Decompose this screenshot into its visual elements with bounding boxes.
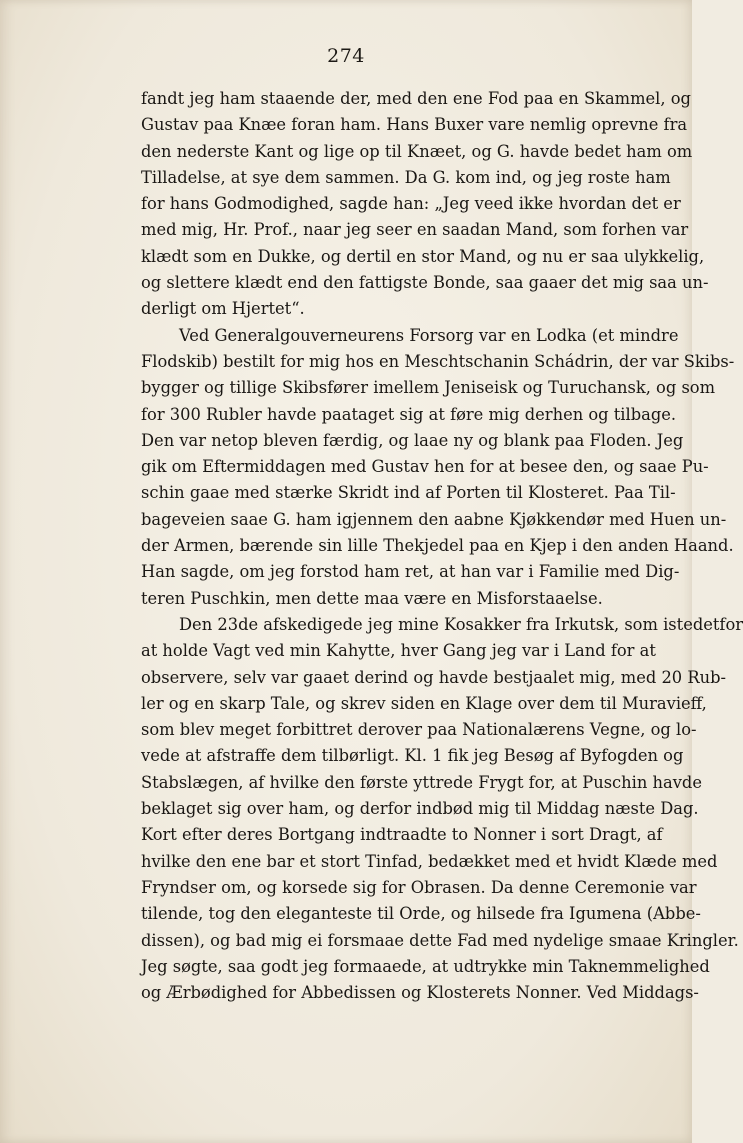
text-line: og Ærbødighed for Abbedissen og Klosterets Nonner. Ved Middags- [141, 983, 699, 1003]
text-line: gik om Eftermiddagen med Gustav hen for at besee den, og saae Pu- [141, 457, 709, 477]
text-line: Den var netop bleven færdig, og laae ny og blank paa Floden. Jeg [141, 430, 684, 450]
paragraph-2 [141, 323, 735, 612]
text-line: ler og en skarp Tale, og skrev siden en Klage over dem til Muravieff, [141, 693, 707, 713]
text-line: hvilke den ene bar et stort Tinfad, bedækket med et hvidt Klæde med [141, 851, 718, 871]
text-line: Ved Generalgouverneurens Forsorg var en Lodka (et mindre [179, 325, 679, 345]
text-line: dissen), og bad mig ei forsmaae dette Fad med nydelige smaae Kringler. [141, 930, 739, 950]
text-line: bygger og tillige Skibsfører imellem Jeniseisk og Turuchansk, og som [141, 378, 716, 398]
page-number: 274 [327, 45, 365, 67]
text-line: Han sagde, om jeg forstod ham ret, at han var i Familie med Dig- [141, 562, 680, 582]
text-line: schin gaae med stærke Skridt ind af Porten til Klosteret. Paa Til- [141, 483, 676, 503]
text-line: Den 23de afskedigede jeg mine Kosakker fra Irkutsk, som istedetfor [179, 614, 743, 634]
text-line: vede at afstraffe dem tilbørligt. Kl. 1 fik jeg Besøg af Byfogden og [141, 746, 684, 766]
text-line: tilende, tog den eleganteste til Orde, og hilsede fra Igumena (Abbe- [141, 904, 701, 924]
text-line: teren Puschkin, men dette maa være en Misforstaaelse. [141, 588, 603, 608]
text-line: beklaget sig over ham, og derfor indbød mig til Middag næste Dag. [141, 799, 699, 819]
text-line: Jeg søgte, saa godt jeg formaaede, at udtrykke min Taknemmelighed [141, 956, 710, 976]
text-line: Gustav paa Knæe foran ham. Hans Buxer vare nemlig oprevne fra [141, 115, 688, 135]
text-line: med mig, Hr. Prof., naar jeg seer en saadan Mand, som forhen var [141, 220, 689, 240]
body-text [141, 86, 743, 1006]
text-line: Stabslægen, af hvilke den første yttrede Frygt for, at Puschin havde [141, 772, 702, 792]
paragraph-3 [141, 612, 743, 1006]
text-line: Kort efter deres Bortgang indtraadte to Nonner i sort Dragt, af [141, 825, 663, 845]
text-line: bageveien saae G. ham igjennem den aabne Kjøkkendør med Huen un- [141, 509, 727, 529]
text-line: derligt om Hjertet“. [141, 299, 305, 319]
text-line: og slettere klædt end den fattigste Bonde, saa gaaer det mig saa un- [141, 273, 709, 293]
text-line: observere, selv var gaaet derind og havde bestjaalet mig, med 20 Rub- [141, 667, 727, 687]
text-line: Flodskib) bestilt for mig hos en Meschtschanin Schádrin, der var Skibs- [141, 351, 735, 371]
text-line: fandt jeg ham staaende der, med den ene Fod paa en Skammel, og [141, 89, 691, 108]
text-line: klædt som en Dukke, og dertil en stor Mand, og nu er saa ulykkelig, [141, 246, 705, 266]
text-line: for hans Godmodighed, sagde han: „Jeg veed ikke hvordan det er [141, 194, 681, 214]
text-line: der Armen, bærende sin lille Thekjedel paa en Kjep i den anden Haand. [141, 536, 734, 556]
text-line: Tilladelse, at sye dem sammen. Da G. kom ind, og jeg roste ham [141, 167, 671, 187]
text-line: Fryndser om, og korsede sig for Obrasen. Da denne Ceremonie var [141, 877, 697, 897]
text-line: for 300 Rubler havde paataget sig at føre mig derhen og tilbage. [141, 404, 677, 424]
paragraph-1 [141, 86, 709, 323]
text-line: som blev meget forbittret derover paa Nationalærens Vegne, og lo- [141, 720, 697, 740]
text-line: at holde Vagt ved min Kahytte, hver Gang jeg var i Land for at [141, 641, 656, 661]
text-line: den nederste Kant og lige op til Knæet, og G. havde bedet ham om [141, 141, 693, 161]
